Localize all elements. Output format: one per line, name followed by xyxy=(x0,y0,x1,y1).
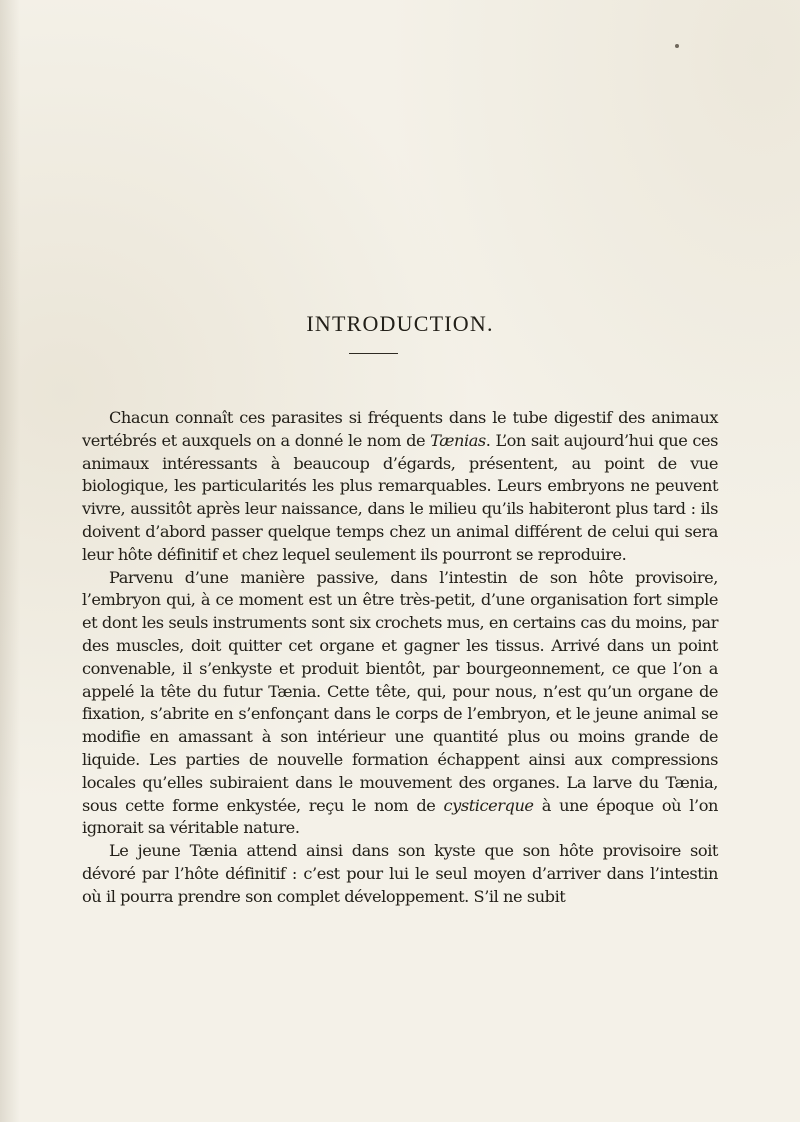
paragraph-3 xyxy=(82,840,718,908)
paragraph-1-text-2: . L’on sait aujourd’hui que ces animaux intéressants à beaucoup d’égards, présentent, au point de vue biologique, les particularités les plus remarquables. Leurs embryons ne peuvent vivre, aussitôt après leur naissance, dans le milieu qu’ils habiteront plus tard : ils doivent d’abord passer quelque temps chez un animal différent de celui qui sera leur hôte définitif et chez lequel seulement ils pourront se reproduire. xyxy=(82,430,718,564)
paragraph-1 xyxy=(82,407,718,567)
paragraph-1-text-1: Chacun connaît ces parasites si fréquents dans le tube digestif des animaux vertébrés et auxquels on a donné le nom de xyxy=(82,408,718,450)
paragraph-2-text-1: Parvenu d’une manière passive, dans l’intestin de son hôte provisoire, l’embryon qui, à ce moment est un être très-petit, d’une organisation fort simple et dont les seuls instruments sont six crochets mus, en certains cas du moins, par des muscles, doit quitter cet organe et gagner les tissus. Arrivé dans un point convenable, il s’enkyste et produit bientôt, par bourgeonnement, ce que l’on a appelé la tête du futur Tænia. Cette tête, qui, pour nous, n’est qu’un organe de fixation, s’abrite en s’enfonçant dans le corps de l’embryon, et le jeune animal se modifie en amassant à son intérieur une quantité plus ou moins grande de liquide. Les parties de nouvelle formation échappent ainsi aux compressions locales qu’elles subiraient dans le mouvement des organes. La larve du Tænia, sous cette forme enkystée, reçu le nom de xyxy=(82,567,718,815)
title-rule xyxy=(349,353,398,354)
ink-speck xyxy=(675,44,679,48)
paragraph-2-italic-term: cysticerque xyxy=(443,795,534,815)
paragraph-2 xyxy=(82,567,718,841)
paragraph-1-italic-term: Tænias xyxy=(430,430,486,450)
page-edge-shadow xyxy=(0,0,20,1122)
chapter-title: INTRODUCTION. xyxy=(306,311,494,336)
paragraph-3-text-1: Le jeune Tænia attend ainsi dans son kyste que son hôte provisoire soit dévoré par l’hôte définitif : c’est pour lui le seul moyen d’arriver dans l’intestin où il pourra prendre son complet développement. S’il ne subit xyxy=(82,841,718,906)
paragraph-2-text-2: à une époque où l’on ignorait sa véritable nature. xyxy=(82,795,718,838)
body-text xyxy=(82,407,718,909)
